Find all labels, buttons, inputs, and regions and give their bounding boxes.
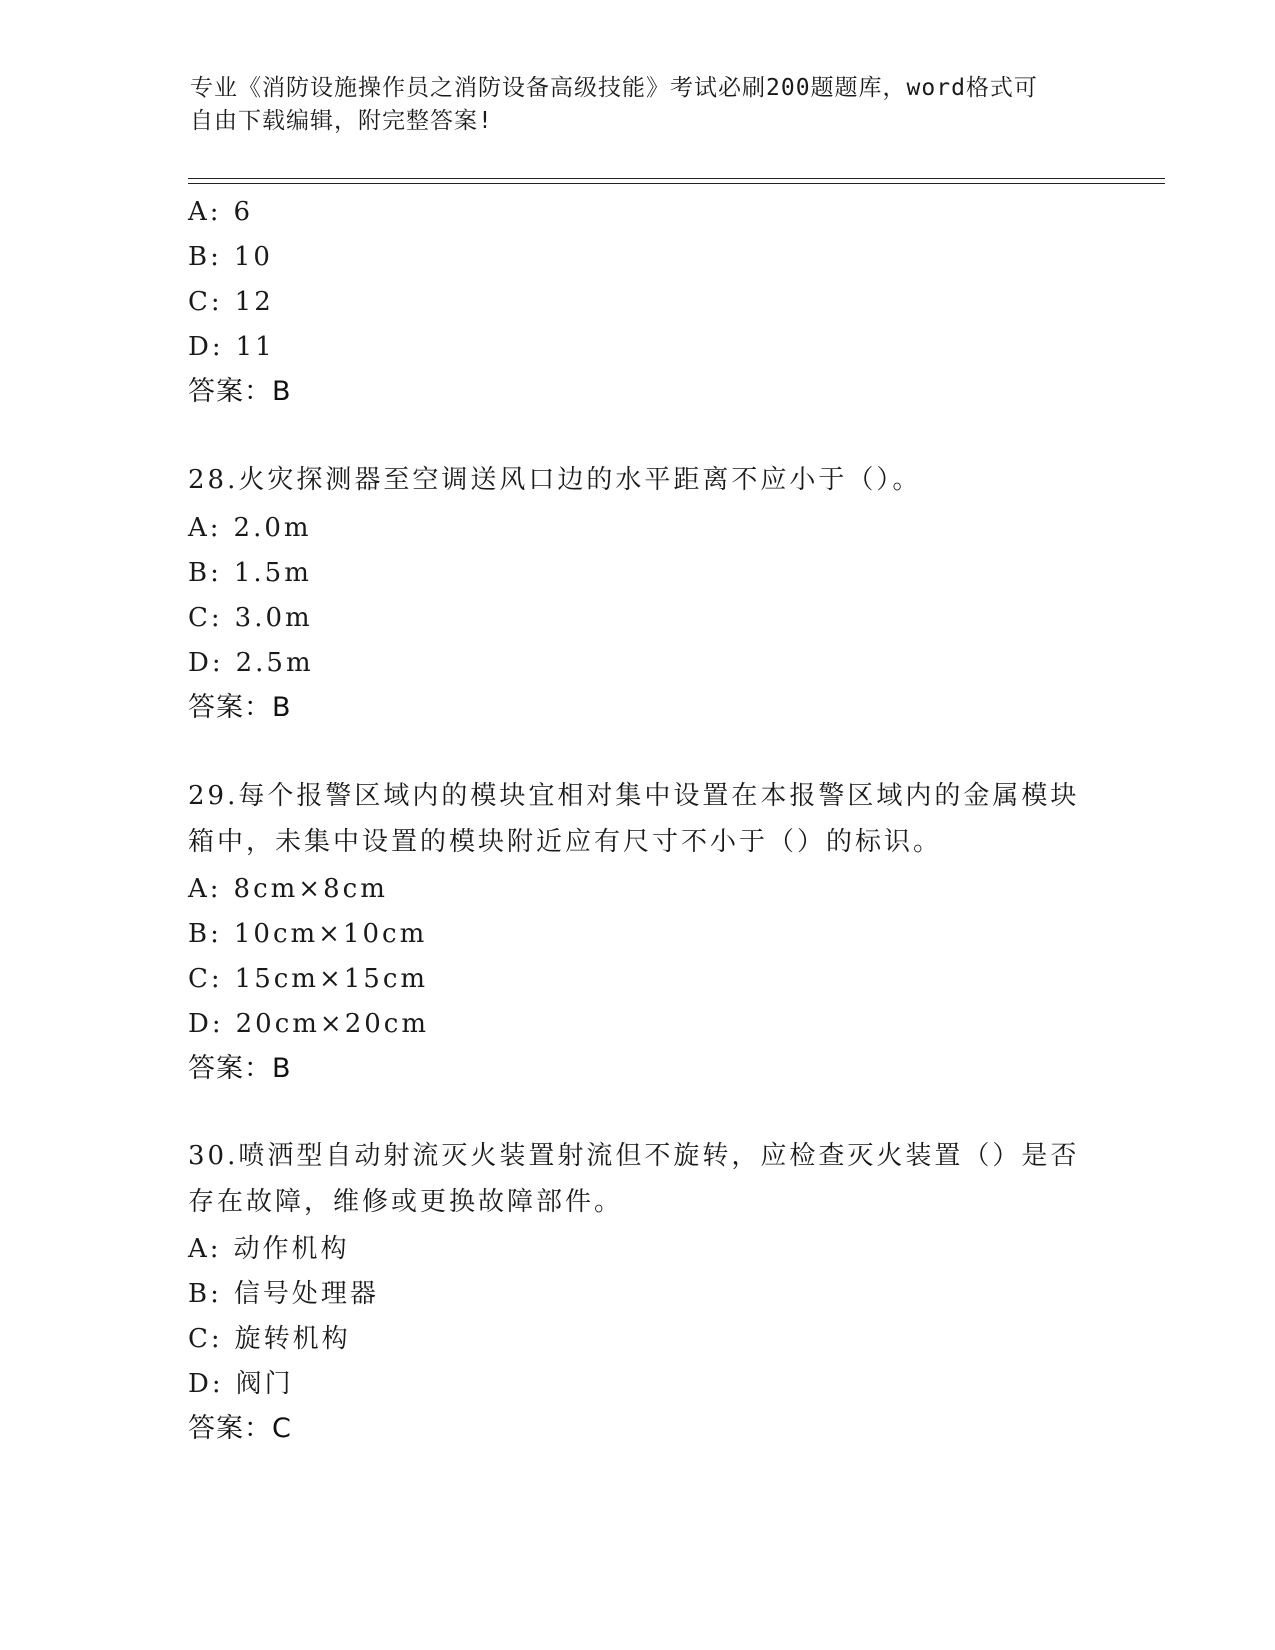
header-divider-bottom: [188, 183, 1165, 184]
option-value: 12: [234, 287, 274, 317]
option-label: B:: [188, 558, 222, 588]
q27-answer: 答案：B: [188, 376, 292, 407]
q27-option-b: [188, 241, 273, 273]
q28-question: 28.火灾探测器至空调送风口边的水平距离不应小于（）。: [188, 465, 922, 495]
q30-question: 30.喷洒型自动射流灭火装置射流但不旋转，应检查灭火装置（）是否存在故障，维修或更换故障部件。: [188, 1141, 1080, 1217]
q29-option-a: [188, 873, 388, 905]
q27-option-d: [188, 331, 275, 363]
option-value: 动作机构: [233, 1234, 350, 1264]
q28-option-c: [188, 602, 313, 634]
option-label: C:: [188, 287, 223, 317]
q29-option-c: [188, 963, 428, 995]
option-label: A:: [188, 197, 222, 227]
document-header: [190, 72, 1090, 138]
q27-option-a: [188, 196, 253, 228]
header-divider-top: [188, 178, 1165, 179]
option-label: A:: [188, 874, 222, 904]
q29-question: 29.每个报警区域内的模块宜相对集中设置在本报警区域内的金属模块箱中，未集中设置的模块附近应有尺寸不小于（）的标识。: [188, 781, 1080, 857]
option-label: C:: [188, 603, 223, 633]
q28-option-b: [188, 557, 312, 589]
option-value: 信号处理器: [233, 1279, 379, 1309]
option-label: D:: [188, 332, 224, 362]
option-value: 6: [233, 197, 254, 227]
option-label: C:: [188, 1324, 223, 1354]
q29-answer: 答案：B: [188, 1053, 292, 1084]
option-label: C:: [188, 964, 223, 994]
option-label: A:: [188, 513, 222, 543]
q30-option-d: [188, 1368, 294, 1400]
option-label: B:: [188, 919, 222, 949]
q28-option-a: [188, 512, 312, 544]
q30-answer: 答案：C: [188, 1413, 292, 1444]
q29-option-d: [188, 1008, 429, 1040]
option-value: 15cm×15cm: [234, 964, 429, 994]
option-label: A:: [188, 1234, 222, 1264]
q27-option-c: [188, 286, 274, 318]
option-label: D:: [188, 1009, 224, 1039]
option-label: B:: [188, 1279, 222, 1309]
option-value: 旋转机构: [234, 1324, 351, 1354]
option-value: 2.0m: [233, 513, 312, 543]
option-value: 11: [235, 332, 275, 362]
q30-option-c: [188, 1323, 351, 1355]
q29-option-b: [188, 918, 427, 950]
q30-option-a: [188, 1233, 350, 1265]
q30-option-b: [188, 1278, 379, 1310]
q28-answer: 答案：B: [188, 692, 292, 723]
option-value: 8cm×8cm: [233, 874, 388, 904]
option-value: 2.5m: [235, 648, 314, 678]
option-value: 阀门: [235, 1369, 294, 1399]
option-value: 10: [233, 242, 273, 272]
option-label: B:: [188, 242, 222, 272]
option-value: 20cm×20cm: [235, 1009, 429, 1039]
option-value: 3.0m: [234, 603, 313, 633]
q28-option-d: [188, 647, 314, 679]
header-title-line-1: 专业《消防设施操作员之消防设备高级技能》考试必刷200题题库，word格式可: [190, 75, 1038, 101]
option-value: 1.5m: [233, 558, 312, 588]
option-value: 10cm×10cm: [233, 919, 428, 949]
option-label: D:: [188, 648, 224, 678]
option-label: D:: [188, 1369, 224, 1399]
header-title-line-2: 自由下载编辑，附完整答案!: [190, 108, 493, 134]
